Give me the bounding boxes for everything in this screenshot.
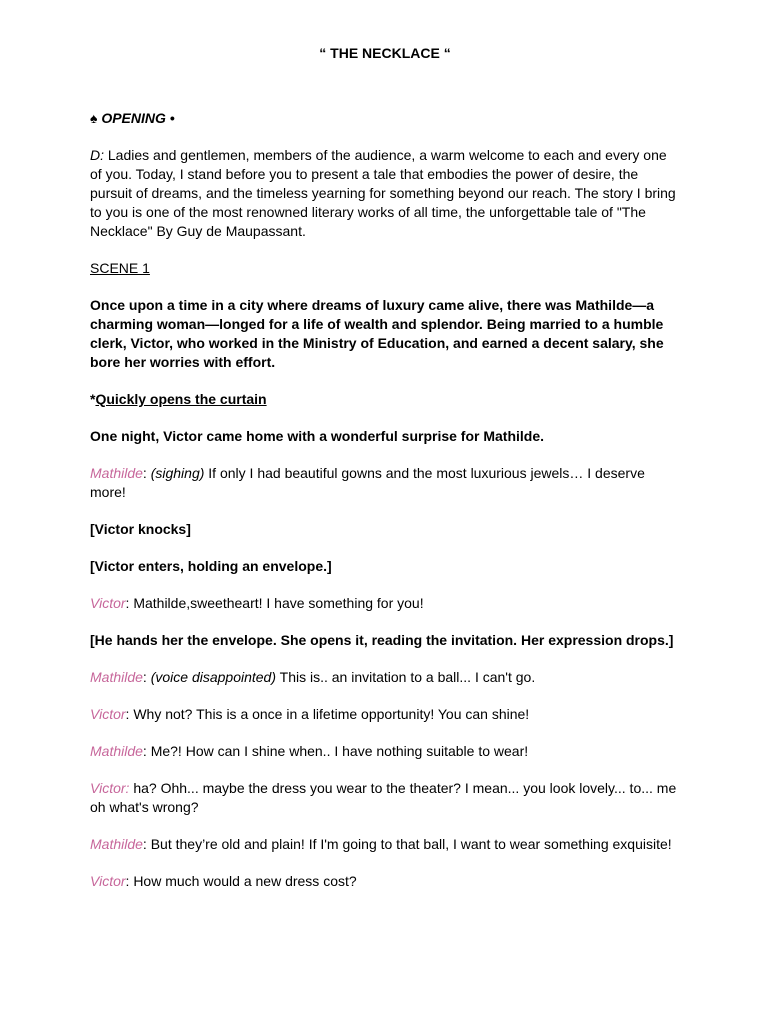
speaker-name: Mathilde [90,743,143,759]
dialogue-text: : But they’re old and plain! If I'm going to that ball, I want to wear something exquisite! [142,836,672,852]
intro-speaker: D: [90,147,104,163]
dialogue-text: : Mathilde,sweetheart! I have something for you! [125,595,424,611]
dialogue-line [90,464,680,502]
opening-heading: ♠ OPENING • [90,110,175,126]
dialogue-line [90,705,680,724]
curtain-text: Quickly opens the curtain [95,391,267,407]
intro-text: Ladies and gentlemen, members of the audience, a warm welcome to each and every one of you. Today, I stand before you to present a tale that embodies the power of desire, the pursuit of dreams, and the timeless yearning for something beyond our reach. The story I bring to you is one of the most renowned literary works of all time, the unforgettable tale of "The Necklace" By Guy de Maupassant. [90,147,676,239]
speaker-name: Mathilde [90,669,143,685]
speaker-name: Victor [90,595,126,611]
speaker-name: Victor [90,706,126,722]
speaker-name: Mathilde [90,465,143,481]
intro-paragraph [90,146,680,241]
stage-direction-inline: (sighing) [150,465,205,481]
stage-direction: [Victor knocks] [90,521,191,537]
scene-heading: SCENE 1 [90,260,150,276]
narration-paragraph: Once upon a time in a city where dreams of luxury came alive, there was Mathilde—a charming woman—longed for a life of wealth and splendor. Being married to a humble clerk, Victor, who worked in the Ministry of Education, and earned a decent salary, she bore her worries with effort. [90,297,664,370]
dialogue-colon: : [142,669,151,685]
document-title: “ THE NECKLACE “ [319,45,451,61]
speaker-name: Mathilde [90,836,143,852]
dialogue-text: : How much would a new dress cost? [125,873,357,889]
dialogue-line [90,668,680,687]
curtain-prefix: * [90,391,96,407]
narration-paragraph: One night, Victor came home with a wonderful surprise for Mathilde. [90,428,545,444]
dialogue-text: ha? Ohh... maybe the dress you wear to the theater? I mean... you look lovely... to... me oh what's wrong? [90,780,677,815]
dialogue-line [90,594,680,613]
stage-direction-curtain [90,390,680,409]
dialogue-text: : Why not? This is a once in a lifetime opportunity! You can shine! [125,706,530,722]
dialogue-text: This is.. an invitation to a ball... I can't go. [276,669,536,685]
dialogue-text: If only I had beautiful gowns and the most luxurious jewels… I deserve more! [90,465,645,500]
dialogue-text: : Me?! How can I shine when.. I have nothing suitable to wear! [142,743,529,759]
dialogue-line [90,742,680,761]
stage-direction: [He hands her the envelope. She opens it, reading the invitation. Her expression drops.] [90,632,674,648]
dialogue-colon: : [142,465,151,481]
dialogue-line [90,835,680,854]
speaker-name: Victor: [90,780,130,796]
speaker-name: Victor [90,873,126,889]
stage-direction: [Victor enters, holding an envelope.] [90,558,332,574]
dialogue-line [90,872,680,891]
document-page [90,44,680,909]
stage-direction-inline: (voice disappointed) [150,669,276,685]
dialogue-line [90,779,680,817]
